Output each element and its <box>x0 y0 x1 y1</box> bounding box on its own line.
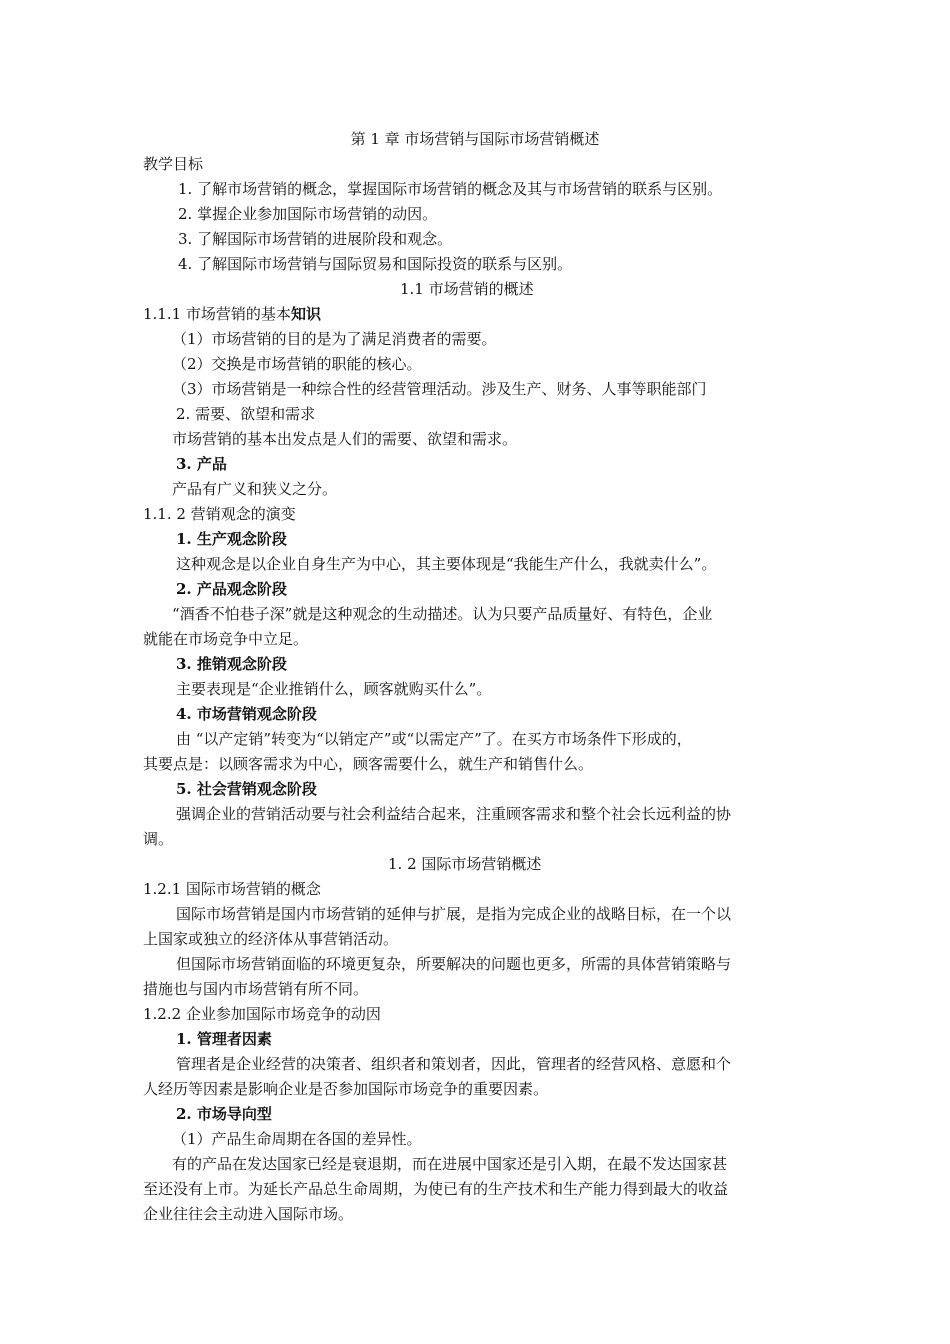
section-title: 1. 2 国际市场营销概述 <box>388 855 542 873</box>
objective-item: 3. 了解国际市场营销的进展阶段和观念。 <box>178 230 453 248</box>
section-title: 1.1 市场营销的概述 <box>400 280 534 298</box>
paragraph-line: 由 “以产定销”转变为“以销定产”或“以需定产”了。在买方市场条件下形成的， <box>176 730 692 748</box>
paragraph-line: 人经历等因素是影响企业是否参加国际市场竞争的重要因素。 <box>143 1080 549 1098</box>
paragraph-line: 有的产品在发达国家已经是衰退期，而在进展中国家还是引入期，在最不发达国家甚 <box>172 1155 728 1173</box>
paragraph-line: “酒香不怕巷子深”就是这种观念的生动描述。认为只要产品质量好、有特色，企业 <box>172 605 713 623</box>
subsection-heading: 1.1. 2 营销观念的演变 <box>143 505 296 523</box>
chapter-title: 第 1 章 市场营销与国际市场营销概述 <box>350 130 600 148</box>
stage-heading: 2. 产品观念阶段 <box>176 580 287 598</box>
factor-heading: 2. 市场导向型 <box>176 1105 272 1123</box>
subsection-heading: 1.2.1 国际市场营销的概念 <box>143 880 321 898</box>
paragraph-line: 但国际市场营销面临的环境更复杂，所要解决的问题也更多，所需的具体营销策略与 <box>176 955 732 973</box>
paragraph-line: 国际市场营销是国内市场营销的延伸与扩展，是指为完成企业的战略目标，在一个以 <box>176 905 732 923</box>
paragraph-line: 强调企业的营销活动要与社会利益结合起来，注重顾客需求和整个社会长远利益的协 <box>176 805 732 823</box>
stage-heading: 4. 市场营销观念阶段 <box>176 705 317 723</box>
paragraph-line: 其要点是：以顾客需求为中心，顾客需要什么，就生产和销售什么。 <box>143 755 594 773</box>
subsection-heading: 1.1.1 市场营销的基本知识 <box>143 305 321 323</box>
paragraph-line: 企业往往会主动进入国际市场。 <box>143 1205 354 1223</box>
point-item: （3）市场营销是一种综合性的经营管理活动。涉及生产、财务、人事等职能部门 <box>172 380 707 398</box>
paragraph-line: 就能在市场竞争中立足。 <box>143 630 309 648</box>
objective-item: 4. 了解国际市场营销与国际贸易和国际投资的联系与区别。 <box>178 255 573 273</box>
paragraph-line: 管理者是企业经营的决策者、组织者和策划者，因此，管理者的经营风格、意愿和个 <box>176 1055 732 1073</box>
paragraph-line: 产品有广义和狭义之分。 <box>172 480 338 498</box>
point-item: （1）产品生命周期在各国的差异性。 <box>172 1130 422 1148</box>
objectives-heading: 教学目标 <box>143 155 204 173</box>
stage-heading: 1. 生产观念阶段 <box>176 530 287 548</box>
objective-item: 1. 了解市场营销的概念，掌握国际市场营销的概念及其与市场营销的联系与区别。 <box>178 180 723 198</box>
product-heading: 3. 产品 <box>176 455 227 473</box>
paragraph-line: 调。 <box>143 830 174 848</box>
paragraph-line: 市场营销的基本出发点是人们的需要、欲望和需求。 <box>172 430 518 448</box>
objective-item: 2. 掌握企业参加国际市场营销的动因。 <box>178 205 438 223</box>
need-heading: 2. 需要、欲望和需求 <box>176 405 316 423</box>
subsection-heading: 1.2.2 企业参加国际市场竞争的动因 <box>143 1005 381 1023</box>
paragraph-line: 主要表现是“企业推销什么，顾客就购买什么”。 <box>176 680 492 698</box>
paragraph-line: 措施也与国内市场营销有所不同。 <box>143 980 369 998</box>
paragraph-line: 至还没有上市。为延长产品总生命周期，为使已有的生产技术和生产能力得到最大的收益 <box>143 1180 729 1198</box>
paragraph-line: 这种观念是以企业自身生产为中心，其主要体现是“我能生产什么，我就卖什么”。 <box>176 555 717 573</box>
point-item: （2）交换是市场营销的职能的核心。 <box>172 355 422 373</box>
paragraph-line: 上国家或独立的经济体从事营销活动。 <box>143 930 399 948</box>
stage-heading: 5. 社会营销观念阶段 <box>176 780 317 798</box>
point-item: （1）市场营销的目的是为了满足消费者的需要。 <box>172 330 497 348</box>
factor-heading: 1. 管理者因素 <box>176 1030 272 1048</box>
stage-heading: 3. 推销观念阶段 <box>176 655 287 673</box>
